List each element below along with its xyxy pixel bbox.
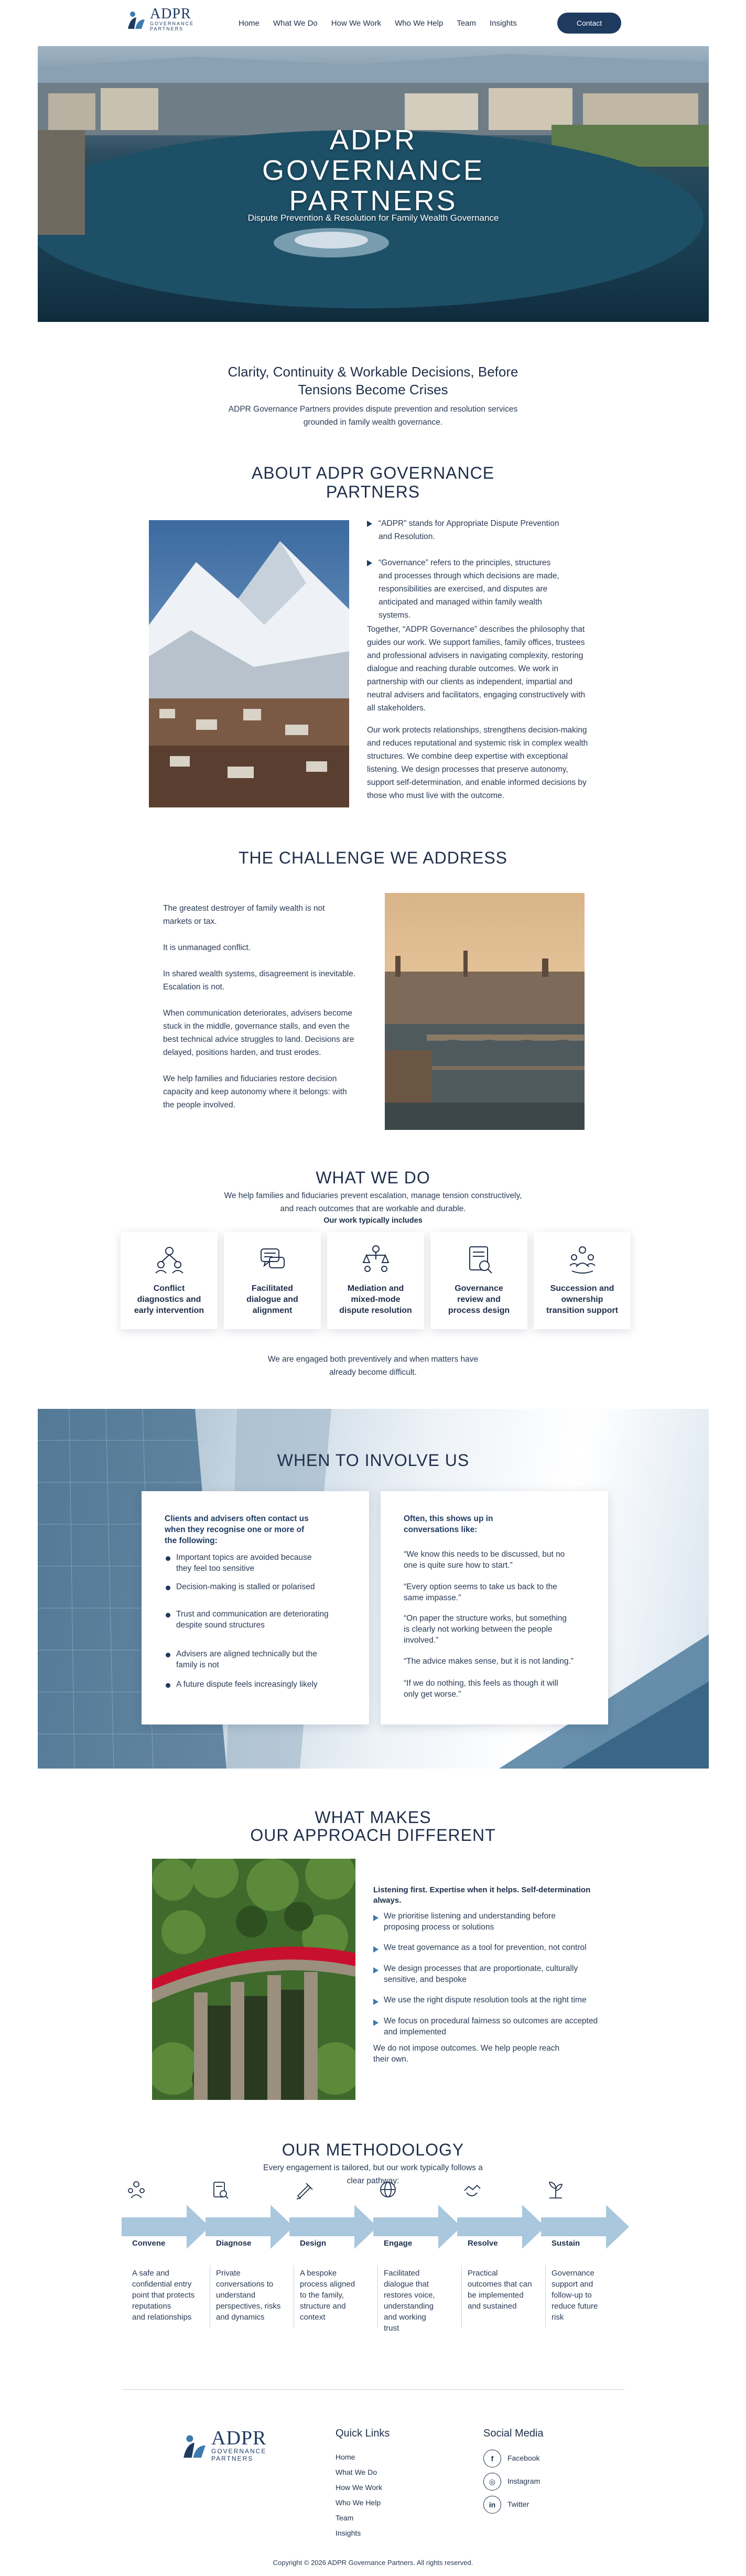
involve-signal-1: Important topics are avoided because they feel too sensitive [176, 1553, 312, 1573]
bullet-dot-icon [166, 1613, 170, 1618]
service-card [327, 1232, 424, 1329]
methodology-heading: OUR METHODOLOGY [282, 2140, 464, 2159]
different-railway-viaduct-image [152, 1859, 355, 2100]
challenge-city-bridge-image [385, 893, 585, 1130]
hero-title-line-1: ADPR [329, 124, 417, 156]
nav-item-insights[interactable]: Insights [490, 19, 517, 28]
mediation-icon [360, 1244, 392, 1275]
nav-links [239, 19, 517, 28]
nav-item-home[interactable]: Home [239, 19, 260, 28]
design-icon [295, 2180, 313, 2200]
different-item-1: We prioritise listening and understanding before proposing process or solutions [384, 1912, 556, 1932]
bullet-arrow-icon [373, 1967, 379, 1974]
step-label-diagnose: Diagnose [216, 2239, 252, 2248]
step-label-sustain: Sustain [552, 2239, 580, 2248]
bullet-arrow-icon [373, 1999, 379, 2005]
intro-text-2: grounded in family wealth governance. [303, 418, 443, 427]
footer-link-home[interactable]: Home [336, 2453, 355, 2461]
footer-link-insights[interactable]: Insights [336, 2529, 361, 2537]
involve-signal-3: Trust and communication are deteriorating despite sound structures [176, 1610, 329, 1630]
whatwedo-text-2: and reach outcomes that are workable and durable. [280, 1204, 466, 1213]
bullet-dot-icon [166, 1653, 170, 1657]
bullet-arrow-icon [367, 560, 372, 566]
different-item-2: We treat governance as a tool for prevention, not control [384, 1943, 587, 1952]
bullet-arrow-icon [373, 1946, 379, 1953]
bullet-dot-icon [166, 1683, 170, 1688]
methodology-sub-2: clear pathway: [347, 2176, 399, 2185]
service-card-title: Conflict diagnostics and early intervention [134, 1284, 204, 1315]
challenge-text: The greatest destroyer of family wealth is not markets or tax. It is unmanaged conflict. In shared wealth systems, disagreement is inevitable. Escalation is not. When communication deteriorates, advisers become stuck in the middle, governance stalls, and even the best technical advice struggles to land. Decisions are delayed, positions harden, and trust erodes. We help families and fiduciaries restore decision capacity and keep autonomy where it belongs: with the people involved. [163, 904, 356, 1109]
service-card-title: Mediation and mixed-mode dispute resolution [339, 1284, 412, 1315]
step-divider [377, 2265, 378, 2328]
succession-icon [567, 1244, 598, 1275]
instagram-icon[interactable]: ◎ [483, 2473, 501, 2491]
hero-banner [38, 46, 709, 322]
step-description: A safe and confidential entry point that protects reputations and relationships [132, 2269, 195, 2322]
service-card [534, 1232, 631, 1329]
brand-tagline-2: PARTNERS [150, 26, 184, 31]
footer-logo[interactable] [181, 2429, 266, 2462]
footer-link-what-we-do[interactable]: What We Do [336, 2468, 377, 2476]
resolve-icon [462, 2180, 481, 2200]
involve-quote-2: “Every option seems to take us back to the same impasse.” [404, 1582, 557, 1602]
twitter-icon[interactable]: in [483, 2496, 501, 2514]
step-description: Private conversations to understand perspectives, risks and dynamics [216, 2269, 281, 2322]
involve-right-title: Often, this shows up in conversations like: [404, 1514, 493, 1534]
engage-icon [379, 2180, 397, 2200]
intro-heading-1: Clarity, Continuity & Workable Decisions, Before [228, 364, 518, 380]
bullet-arrow-icon [373, 2020, 379, 2026]
brand-tagline-1: GOVERNANCE [150, 21, 194, 26]
sustain-icon [546, 2180, 565, 2200]
step-divider [461, 2265, 462, 2328]
step-description: Facilitated dialogue that restores voice, understanding and working trust [384, 2269, 435, 2333]
involve-signal-2: Decision-making is stalled or polarised [176, 1582, 315, 1591]
bullet-arrow-icon [367, 521, 372, 527]
service-card [430, 1232, 527, 1329]
hero-subtitle: Dispute Prevention & Resolution for Family Wealth Governance [247, 213, 499, 223]
conflict-diagnostics-icon [154, 1244, 185, 1275]
about-heading-2: PARTNERS [326, 482, 420, 501]
involve-quotes-box [381, 1491, 608, 1724]
logo-mark-icon [126, 9, 147, 30]
brand-logo[interactable] [126, 7, 194, 31]
footer-divider [122, 2389, 625, 2390]
service-card-title: Succession and ownership transition support [546, 1284, 618, 1315]
footer-brand-name: ADPR [211, 2427, 267, 2449]
involve-signals-box [142, 1491, 369, 1724]
different-heading-2: OUR APPROACH DIFFERENT [250, 1826, 496, 1845]
facebook-icon[interactable]: f [483, 2450, 501, 2467]
involve-signal-4: Advisers are aligned technically but the family is not [176, 1650, 317, 1669]
footer-quick-links-title: Quick Links [336, 2428, 390, 2439]
whatwedo-includes: Our work typically includes [323, 1216, 423, 1225]
hero-title-line-3: PARTNERS [289, 185, 458, 217]
brand-name: ADPR [150, 6, 191, 22]
footer-link-who-we-help[interactable]: Who We Help [336, 2498, 381, 2507]
involve-quote-4: “The advice makes sense, but it is not landing.” [404, 1657, 574, 1666]
footer-copyright: Copyright © 2026 ADPR Governance Partners. All rights reserved. [273, 2559, 473, 2567]
nav-item-how-we-work[interactable]: How We Work [331, 19, 382, 28]
methodology-sub-1: Every engagement is tailored, but our work typically follows a [263, 2163, 483, 2172]
service-card-title: Governance review and process design [448, 1284, 510, 1315]
hero-title-line-2: GOVERNANCE [262, 155, 485, 186]
step-label-resolve: Resolve [468, 2239, 498, 2248]
whatwedo-heading: WHAT WE DO [316, 1168, 430, 1187]
twitter-link[interactable]: Twitter [507, 2500, 529, 2508]
footer-brand-tagline-2: PARTNERS [211, 2455, 254, 2462]
challenge-heading: THE CHALLENGE WE ADDRESS [239, 848, 507, 867]
bullet-arrow-icon [373, 1915, 379, 1921]
nav-item-what-we-do[interactable]: What We Do [273, 19, 318, 28]
different-heading-1: WHAT MAKES [315, 1808, 431, 1827]
step-description: A bespoke process aligned to the family, structure and context [300, 2269, 355, 2322]
nav-item-who-we-help[interactable]: Who We Help [395, 19, 444, 28]
intro-text-1: ADPR Governance Partners provides dispute prevention and resolution services [228, 405, 518, 414]
service-card [121, 1232, 218, 1329]
footer-link-team[interactable]: Team [336, 2514, 354, 2522]
dialogue-icon [257, 1244, 288, 1275]
step-description: Practical outcomes that can be implemented and sustained [468, 2269, 532, 2311]
footer-social-title: Social Media [483, 2428, 544, 2439]
involve-signal-5: A future dispute feels increasingly likely [176, 1680, 318, 1689]
whatwedo-note-1: We are engaged both preventively and when matters have [267, 1355, 479, 1364]
involve-quote-3: “On paper the structure works, but something is clearly not working between the people involved.” [404, 1614, 567, 1645]
bullet-dot-icon [166, 1586, 170, 1590]
step-divider [545, 2265, 546, 2328]
step-label-convene: Convene [132, 2239, 166, 2248]
intro-heading-2: Tensions Become Crises [298, 382, 448, 397]
governance-review-icon [463, 1244, 495, 1275]
involve-heading: WHEN TO INVOLVE US [277, 1451, 470, 1470]
bullet-dot-icon [166, 1556, 170, 1561]
different-item-3: We design processes that are proportionate, culturally sensitive, and bespoke [384, 1964, 578, 1984]
about-paragraph-2: Our work protects relationships, strengthens decision-making and reduces reputational and systemic risk in complex wealth structures. We combine deep expertise with exceptional listening. We design processes that preserve autonomy, support self-determination, and enable informed decisions by those who must live with the outcome. [367, 726, 588, 800]
about-bullet-2: “Governance” refers to the principles, structures and processes through which decisions are made, responsibilities are exercised, and disputes are anticipated and managed within family wealth systems. [379, 558, 559, 620]
about-bullet-1: “ADPR” stands for Appropriate Dispute Prevention and Resolution. [379, 519, 559, 541]
service-card [224, 1232, 321, 1329]
different-item-4: We use the right dispute resolution tools at the right time [384, 1996, 587, 2004]
whatwedo-text-1: We help families and fiduciaries prevent escalation, manage tension constructively, [224, 1191, 522, 1200]
nav-item-team[interactable]: Team [457, 19, 477, 28]
involve-quote-1: “We know this needs to be discussed, but no one is quite sure how to start.” [404, 1550, 565, 1570]
step-label-design: Design [300, 2239, 327, 2248]
different-closing: We do not impose outcomes. We help people reach their own. [373, 2044, 560, 2064]
different-item-5: We focus on procedural fairness so outcomes are accepted and implemented [384, 2017, 598, 2036]
about-heading-1: ABOUT ADPR GOVERNANCE [251, 464, 495, 482]
facebook-link[interactable]: Facebook [507, 2454, 540, 2462]
logo-mark-icon [181, 2432, 208, 2459]
step-label-engage: Engage [384, 2239, 413, 2248]
about-mountain-image [149, 520, 349, 807]
different-lead: Listening first. Expertise when it helps. Self-determination always. [373, 1885, 591, 1905]
footer-link-how-we-work[interactable]: How We Work [336, 2483, 382, 2492]
top-nav [0, 0, 746, 46]
service-card-title: Facilitated dialogue and alignment [246, 1284, 298, 1315]
when-to-involve-section [38, 1409, 709, 1769]
convene-icon [127, 2180, 146, 2200]
contact-button[interactable]: Contact [557, 13, 621, 34]
diagnose-icon [211, 2180, 230, 2200]
whatwedo-note-2: already become difficult. [329, 1368, 417, 1377]
about-paragraph-1: Together, “ADPR Governance” describes the philosophy that guides our work. We support families, family offices, trustees and professional advisers in navigating complexity, restoring dialogue and reaching durable outcomes. We work in partnership with our clients as independent, impartial and neutral advisers and facilitators, engaging constructively with all stakeholders. [367, 625, 586, 713]
involve-quote-5: “If we do nothing, this feels as though it will only get worse.” [404, 1679, 558, 1699]
involve-left-title: Clients and advisers often contact us when they recognise one or more of the following: [165, 1514, 309, 1545]
step-description: Governance support and follow-up to reduce future risk [552, 2269, 598, 2322]
footer-brand-tagline-1: GOVERNANCE [211, 2448, 267, 2455]
instagram-link[interactable]: Instagram [507, 2477, 540, 2485]
